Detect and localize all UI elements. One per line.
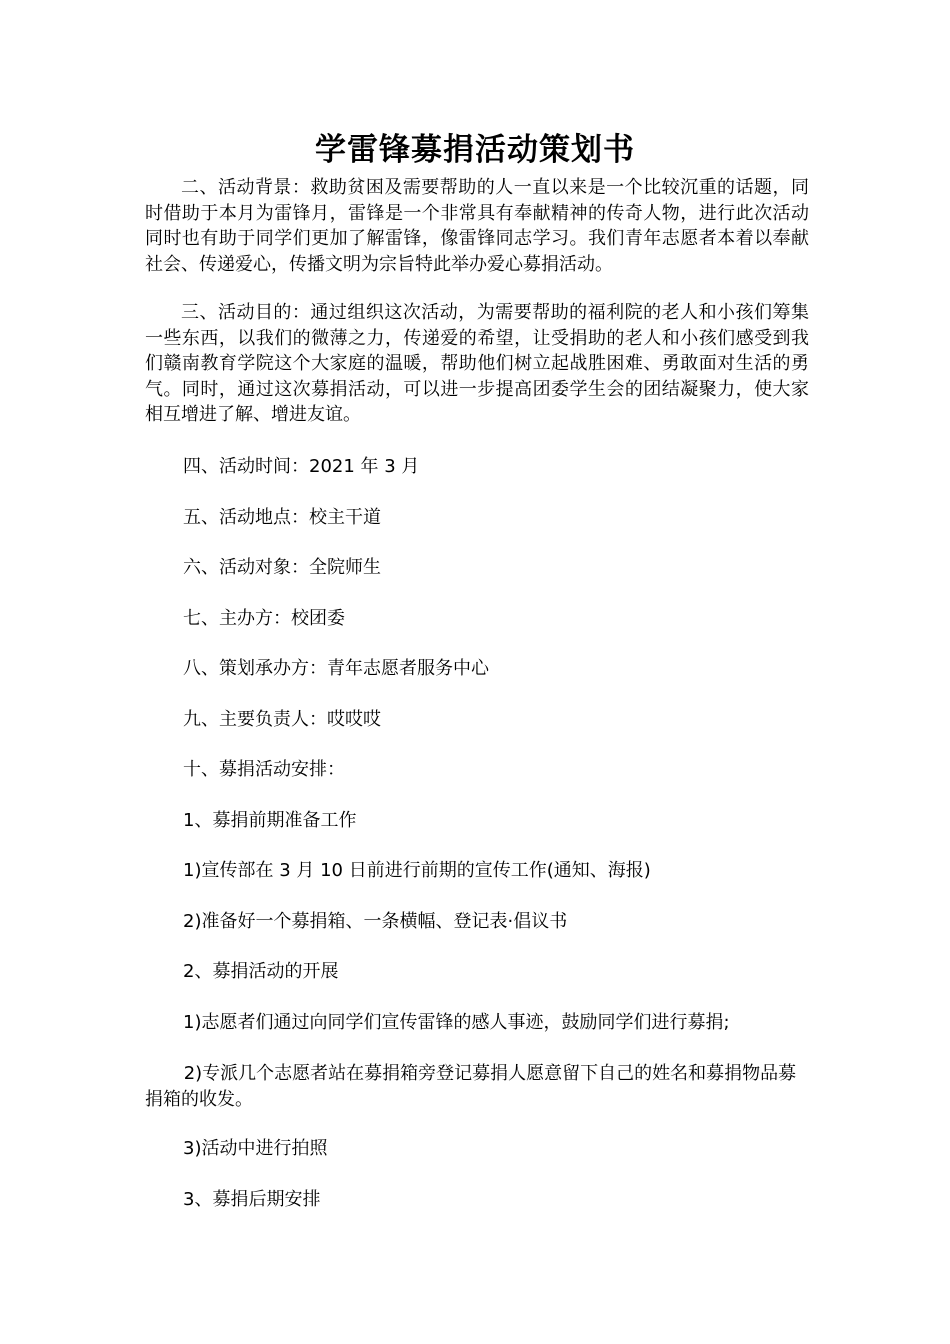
execution-heading: 2、募捐活动的开展	[183, 961, 339, 982]
prep-heading: 1、募捐前期准备工作	[183, 810, 357, 831]
followup-heading: 3、募捐后期安排	[183, 1189, 321, 1210]
activity-organizer: 七、主办方：校团委	[183, 608, 345, 629]
purpose-paragraph: 三、活动目的：通过组织这次活动，为需要帮助的福利院的老人和小孩们筹集一些东西，以我们的微薄之力，传递爱的希望，让受捐助的老人和小孩们感受到我们赣南教育学院这个大家庭的温暖，帮助他们树立起战胜困难、勇敢面对生活的勇气。同时，通过这次募捐活动，可以进一步提高团委学生会的团结凝聚力，使大家相互增进了解、增进友谊。	[145, 302, 809, 425]
execution-item-3: 3)活动中进行拍照	[183, 1138, 328, 1159]
prep-item-1: 1)宣传部在 3 月 10 日前进行前期的宣传工作(通知、海报)	[183, 860, 651, 881]
execution-item-1: 1)志愿者们通过向同学们宣传雷锋的感人事迹，鼓励同学们进行募捐;	[183, 1012, 730, 1033]
activity-audience: 六、活动对象：全院师生	[183, 557, 381, 578]
activity-time: 四、活动时间：2021 年 3 月	[183, 456, 420, 477]
activity-lead: 九、主要负责人：哎哎哎	[183, 709, 381, 730]
prep-item-2: 2)准备好一个募捐箱、一条横幅、登记表·倡议书	[183, 911, 568, 932]
activity-planner: 八、策划承办方：青年志愿者服务中心	[183, 658, 489, 679]
activity-location: 五、活动地点：校主干道	[183, 507, 381, 528]
arrangement-heading: 十、募捐活动安排：	[183, 759, 345, 780]
execution-item-2: 2)专派几个志愿者站在募捐箱旁登记募捐人愿意留下自己的姓名和募捐物品募捐箱的收发。	[145, 1063, 797, 1110]
background-paragraph: 二、活动背景：救助贫困及需要帮助的人一直以来是一个比较沉重的话题，同时借助于本月为雷锋月，雷锋是一个非常具有奉献精神的传奇人物，进行此次活动同时也有助于同学们更加了解雷锋，像雷锋同志学习。我们青年志愿者本着以奉献社会、传递爱心，传播文明为宗旨特此举办爱心募捐活动。	[145, 177, 809, 275]
document-title: 学雷锋募捐活动策划书	[315, 132, 635, 168]
